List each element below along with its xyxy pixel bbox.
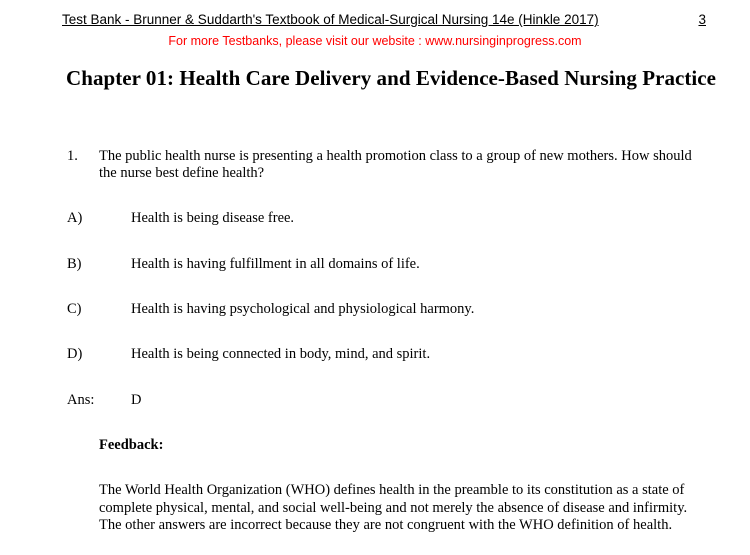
option-letter: A)	[67, 210, 83, 226]
option-b	[67, 256, 707, 276]
option-letter: B)	[67, 256, 82, 272]
feedback-label: Feedback:	[99, 437, 164, 453]
question-text: The public health nurse is presenting a health promotion class to a group of new mothers. How should the nurse best define health?	[99, 148, 692, 181]
option-letter: C)	[67, 301, 82, 317]
option-a	[67, 210, 707, 230]
page-number: 3	[698, 12, 706, 27]
answer-label: Ans:	[67, 392, 95, 408]
promo-text: For more Testbanks, please visit our website : www.nursinginprogress.com	[168, 34, 582, 48]
running-header	[62, 12, 706, 30]
option-text: Health is having psychological and physiological harmony.	[131, 301, 475, 317]
option-text: Health is being disease free.	[131, 210, 295, 226]
answer-value: D	[131, 392, 142, 408]
chapter-title: Chapter 01: Health Care Delivery and Evidence-Based Nursing Practice	[66, 66, 717, 90]
question-number: 1.	[67, 148, 78, 164]
option-text: Health is having fulfillment in all domains of life.	[131, 256, 420, 272]
header-title: Test Bank - Brunner & Suddarth's Textbook of Medical-Surgical Nursing 14e (Hinkle 2017)	[62, 12, 599, 27]
option-c	[67, 301, 707, 321]
option-d	[67, 346, 707, 366]
feedback-text: The World Health Organization (WHO) defines health in the preamble to its constitution as a state of complete physical, mental, and social well-being and not merely the absence of disease and infirmity. The other answers are incorrect because they are not congruent with the WHO definition of health.	[99, 482, 688, 533]
option-letter: D)	[67, 346, 83, 362]
option-text: Health is being connected in body, mind, and spirit.	[131, 346, 431, 362]
